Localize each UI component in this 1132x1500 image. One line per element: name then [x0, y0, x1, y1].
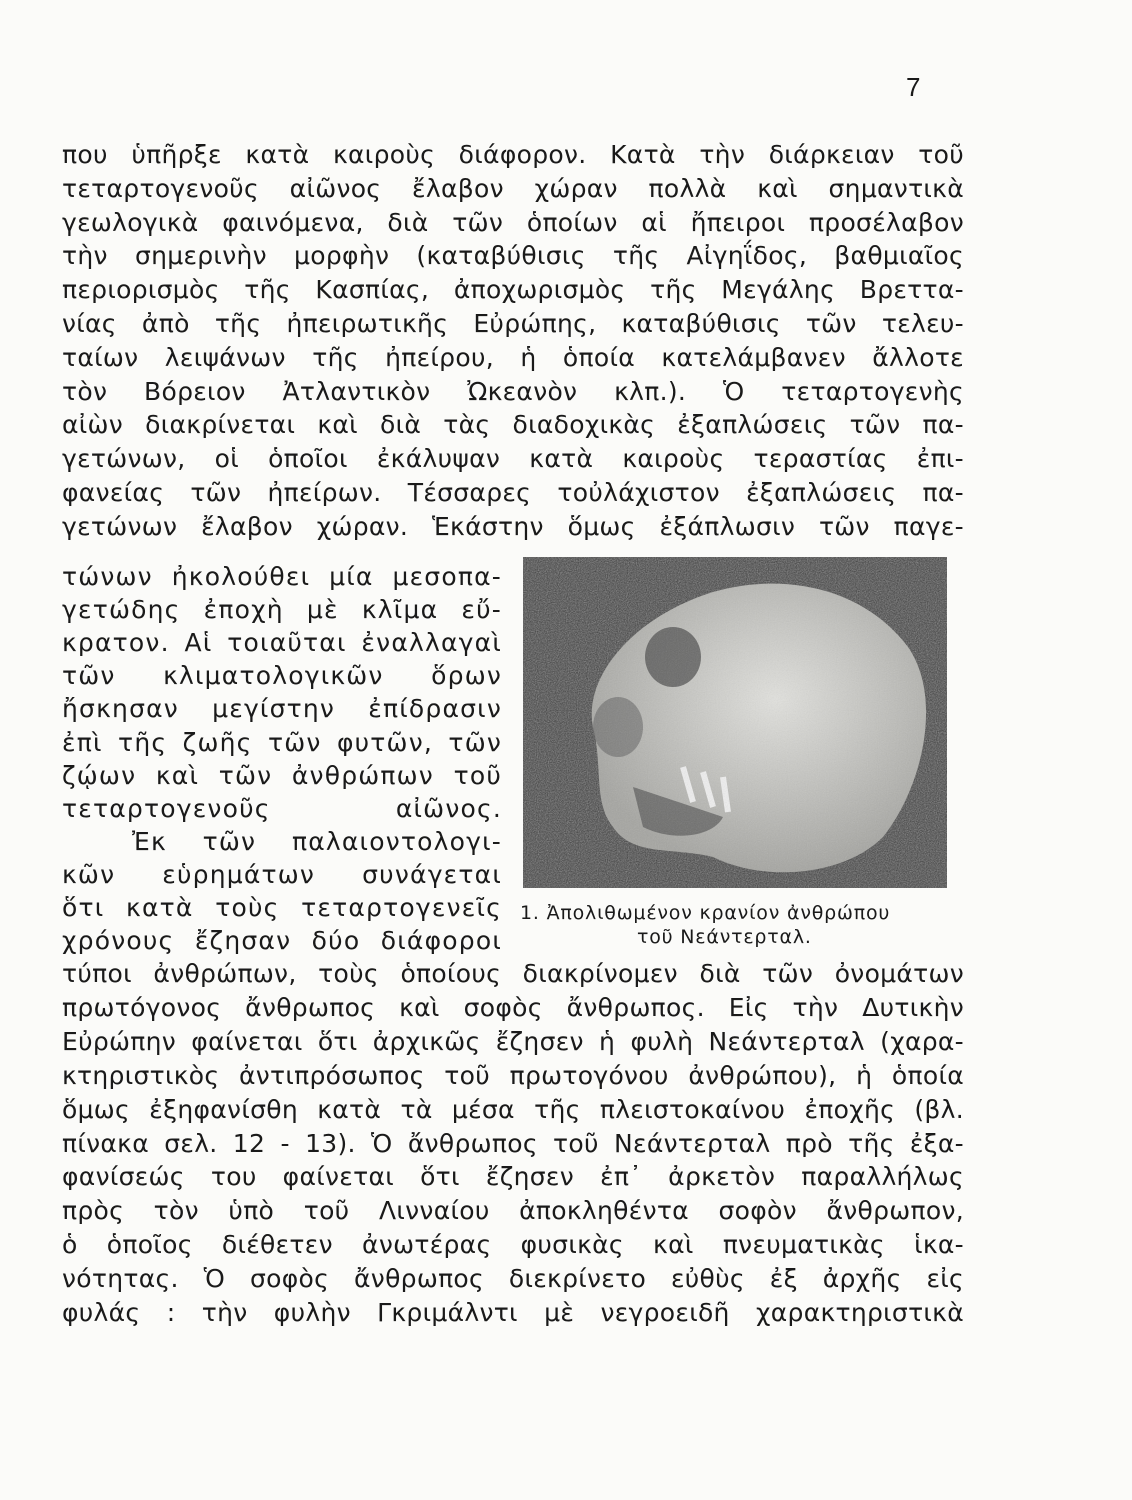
- text-line: πίνακα σελ. 12 - 13). Ὁ ἄνθρωπος τοῦ Νεάντερταλ πρὸ τῆς ἐξα-: [62, 1128, 964, 1158]
- skull-photo: [523, 557, 947, 888]
- text-line: ἤσκησαν μεγίστην ἐπίδρασιν: [62, 694, 502, 724]
- text-line: γετώνων, οἱ ὁποῖοι ἐκάλυψαν κατὰ καιροὺς τεραστίας ἐπι-: [62, 444, 964, 474]
- text-line: γετώνων ἔλαβον χώραν. Ἑκάστην ὅμως ἐξάπλωσιν τῶν παγε-: [62, 511, 964, 541]
- page-number: 7: [906, 72, 921, 102]
- text-line: τεταρτογενοῦς αἰῶνος ἔλαβον χώραν πολλὰ καὶ σημαντικὰ: [62, 173, 964, 203]
- text-line: νίας ἀπὸ τῆς ἠπειρωτικῆς Εὐρώπης, καταβύθισις τῶν τελευ-: [62, 309, 964, 338]
- text-line: αἰὼν διακρίνεται καὶ διὰ τὰς διαδοχικὰς ἐξαπλώσεις τῶν πα-: [62, 410, 964, 440]
- text-line: κρατον. Αἱ τοιαῦται ἐναλλαγαὶ: [62, 628, 502, 658]
- text-line: Εὐρώπην φαίνεται ὅτι ἀρχικῶς ἔζησεν ἡ φυλὴ Νεάντερταλ (χαρα-: [62, 1026, 964, 1056]
- text-line: ὁ ὁποῖος διέθετεν ἀνωτέρας φυσικὰς καὶ πνευματικὰς ἱκα-: [62, 1230, 964, 1260]
- text-line: φανίσεώς του φαίνεται ὅτι ἔζησεν ἐπ᾿ ἀρκετὸν παραλλήλως: [62, 1162, 964, 1192]
- text-line: τεταρτογενοῦς αἰῶνος.: [62, 793, 502, 823]
- text-line: τύποι ἀνθρώπων, τοὺς ὁποίους διακρίνομεν διὰ τῶν ὀνομάτων: [62, 959, 964, 988]
- text-line: ταίων λειψάνων τῆς ἠπείρου, ἡ ὁποία κατελάμβανεν ἄλλοτε: [62, 342, 964, 372]
- text-line: κτηριστικὸς ἀντιπρόσωπος τοῦ πρωτογόνου ἀνθρώπου), ἡ ὁποία: [62, 1060, 964, 1090]
- text-line: πρωτόγονος ἄνθρωπος καὶ σοφὸς ἄνθρωπος. Εἰς τὴν Δυτικὴν: [62, 992, 964, 1022]
- text-line: νότητας. Ὁ σοφὸς ἄνθρωπος διεκρίνετο εὐθὺς ἐξ ἀρχῆς εἰς: [62, 1264, 964, 1294]
- text-line: Ἐκ τῶν παλαιοντολογι-: [132, 826, 502, 856]
- text-line: γετώδης ἐποχὴ μὲ κλῖμα εὔ-: [62, 595, 502, 625]
- text-line: πρὸς τὸν ὑπὸ τοῦ Λινναίου ἀποκληθέντα σοφὸν ἄνθρωπον,: [62, 1196, 964, 1226]
- text-line: τῶν κλιματολογικῶν ὅρων: [62, 661, 502, 691]
- text-line: φυλάς : τὴν φυλὴν Γκριμάλντι μὲ νεγροειδῆ χαρακτηριστικὰ: [62, 1298, 964, 1327]
- text-line: κῶν εὑρημάτων συνάγεται: [62, 859, 502, 889]
- text-line: ὅμως ἐξηφανίσθη κατὰ τὰ μέσα τῆς πλειστοκαίνου ἐποχῆς (βλ.: [62, 1094, 964, 1124]
- text-line: ἐπὶ τῆς ζωῆς τῶν φυτῶν, τῶν: [62, 727, 502, 757]
- text-line: γεωλογικὰ φαινόμενα, διὰ τῶν ὁποίων αἱ ἤπειροι προσέλαβον: [62, 207, 964, 237]
- text-line: χρόνους ἔζησαν δύο διάφοροι: [62, 926, 502, 956]
- text-line: τώνων ἠκολούθει μία μεσοπα-: [62, 562, 502, 591]
- text-line: τὴν σημερινὴν μορφὴν (καταβύθισις τῆς Αἰγηΐδος, βαθμιαῖος: [62, 241, 964, 271]
- text-line: τὸν Βόρειον Ἀτλαντικὸν Ὠκεανὸν κλπ.). Ὁ τεταρτογενὴς: [62, 376, 964, 406]
- text-line: φανείας τῶν ἠπείρων. Τέσσαρες τοὐλάχιστον ἐξαπλώσεις πα-: [62, 478, 964, 507]
- text-line: ζῴων καὶ τῶν ἀνθρώπων τοῦ: [62, 760, 502, 790]
- figure-caption-line-2: τοῦ Νεάντερταλ.: [637, 926, 812, 948]
- text-line: που ὑπῆρξε κατὰ καιροὺς διάφορον. Κατὰ τὴν διάρκειαν τοῦ: [62, 140, 964, 169]
- text-line: περιορισμὸς τῆς Κασπίας, ἀποχωρισμὸς τῆς Μεγάλης Βρεττα-: [62, 275, 964, 305]
- text-line: ὅτι κατὰ τοὺς τεταρτογενεῖς: [62, 893, 502, 922]
- figure-caption-line-1: 1. Ἀπολιθωμένον κρανίον ἀνθρώπου: [520, 902, 891, 924]
